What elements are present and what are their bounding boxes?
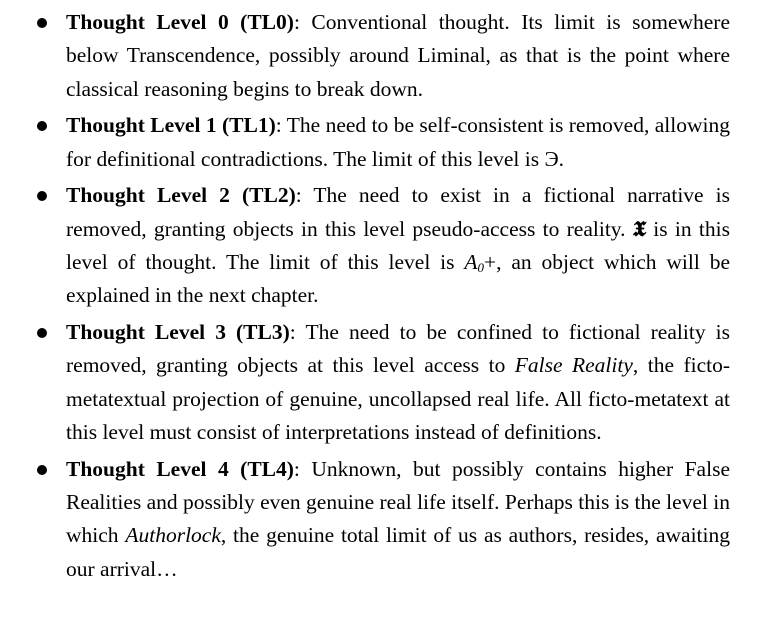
level-description-part: The need to exist in a fictional narrative is removed, granting objects in this level pseudo-access to reality. xyxy=(66,183,730,241)
level-description-part: , an object which will be explained in the next chapter. xyxy=(66,250,731,308)
level-colon: : xyxy=(295,183,302,208)
object-suffix: + xyxy=(484,250,497,275)
bullet-icon xyxy=(37,465,47,475)
level-term: Thought Level 2 (TL2) xyxy=(66,183,296,208)
list-item-tl4 xyxy=(37,453,730,586)
level-colon: : xyxy=(289,320,296,345)
level-description: Conventional thought. Its limit is somewhere below Transcendence, possibly around Liminal, as that is the point where classical reasoning begins to break down. xyxy=(66,10,731,101)
level-description-part: The need to be confined to fictional reality is removed, granting objects at this level access to xyxy=(66,320,730,378)
object-subscript: 0 xyxy=(477,261,484,276)
level-term: Thought Level 4 (TL4) xyxy=(66,456,294,481)
level-colon: : xyxy=(275,113,282,138)
level-colon: : xyxy=(293,456,300,481)
object-name xyxy=(464,250,484,274)
level-description: The need to be self-consistent is removed, allowing for definitional contradictions. The limit of this level is Э. xyxy=(66,113,730,171)
level-colon: : xyxy=(293,10,300,34)
level-term: Thought Level 1 (TL1) xyxy=(66,113,276,138)
level-term: Thought Level 3 (TL3) xyxy=(66,320,290,345)
level-term: Thought Level 0 (TL0) xyxy=(66,10,294,34)
list-item-tl2 xyxy=(37,179,730,312)
bullet-icon xyxy=(37,121,47,131)
bullet-icon xyxy=(37,328,47,338)
thought-level-list xyxy=(37,6,730,586)
level-description-part: , the genuine total limit of us as authors, resides, awaiting our arrival… xyxy=(66,523,731,581)
list-item-tl3 xyxy=(37,316,730,449)
level-description-part: Unknown, but possibly contains higher False Realities and possibly even genuine real life itself. Perhaps this is the level in which xyxy=(66,456,730,548)
level-description-part: , the ficto-metatextual projection of genuine, uncollapsed real life. All ficto-metatext at this level must consist of interpretations instead of definitions. xyxy=(66,353,730,445)
list-item-tl1 xyxy=(37,109,730,176)
bullet-icon xyxy=(37,191,47,201)
emphasized-term: Authorlock xyxy=(125,523,221,548)
emphasized-term: False Reality xyxy=(514,353,633,378)
level-description-part: is in this level of thought. The limit of this level is xyxy=(66,216,730,275)
fraktur-x-symbol: 𝖃 xyxy=(632,216,647,242)
object-base: A xyxy=(464,250,478,275)
list-item-tl0 xyxy=(37,6,730,106)
bullet-icon xyxy=(37,18,47,28)
